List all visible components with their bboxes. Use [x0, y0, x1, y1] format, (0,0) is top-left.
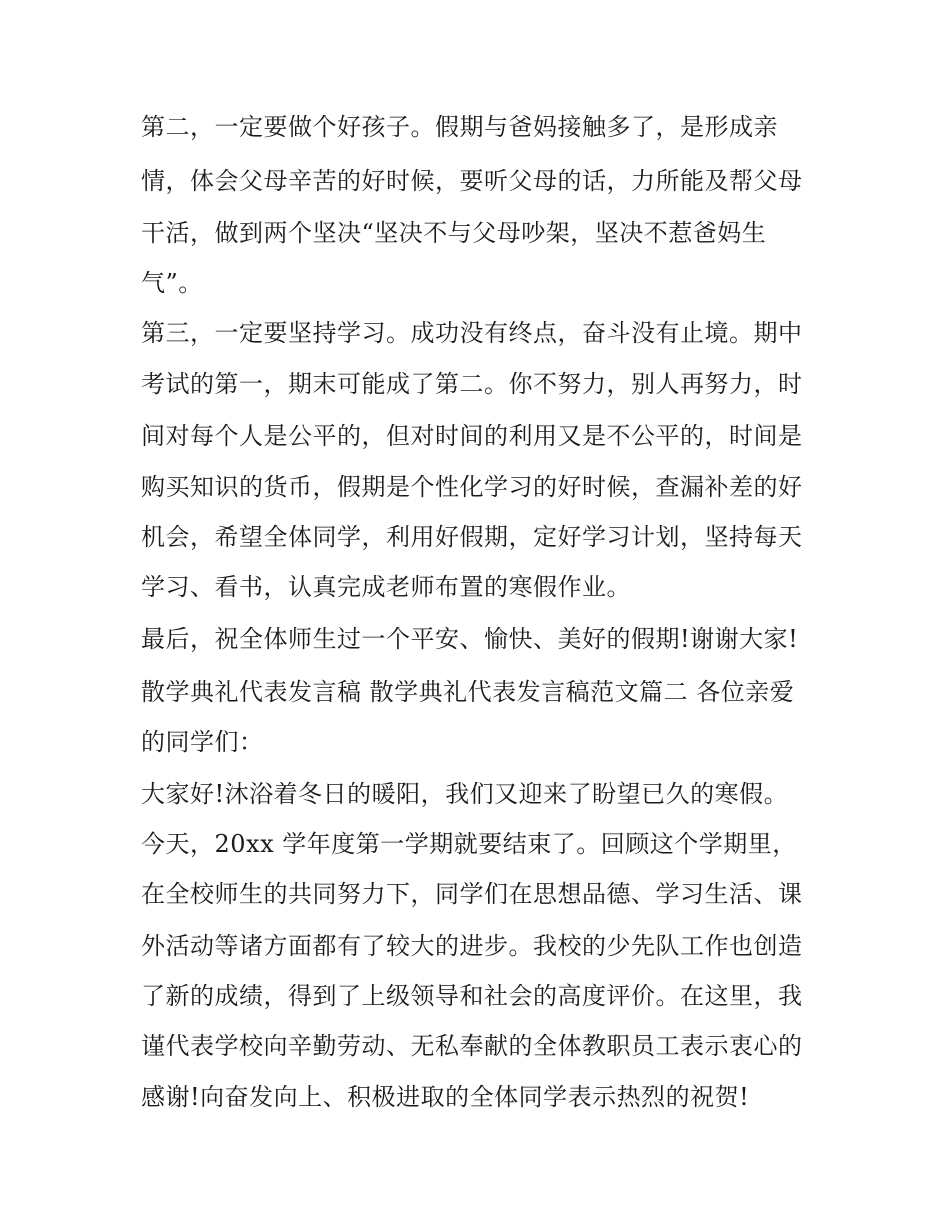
text-line: 散学典礼代表发言稿 散学典礼代表发言稿范文篇二 各位亲爱: [141, 678, 795, 706]
text-line: 情，体会父母辛苦的好时候，要听父母的话，力所能及帮父母: [141, 167, 803, 195]
text-line: 学习、看书，认真完成老师布置的寒假作业。: [141, 573, 631, 601]
text-line: 机会，希望全体同学，利用好假期，定好学习计划，坚持每天: [141, 523, 803, 551]
text-line: 第三，一定要坚持学习。成功没有终点，奋斗没有止境。期中: [141, 319, 803, 347]
text-line: 气”。: [141, 269, 203, 297]
text-line: 谨代表学校向辛勤劳动、无私奉献的全体教职员工表示衷心的: [141, 1032, 803, 1060]
text-line: 干活，做到两个坚决“坚决不与父母吵架，坚决不惹爸妈生: [141, 219, 767, 247]
text-line: 最后，祝全体师生过一个平安、愉快、美好的假期!谢谢大家!: [141, 625, 799, 653]
text-line: 第二，一定要做个好孩子。假期与爸妈接触多了，是形成亲: [141, 113, 778, 141]
text-line: 的同学们：: [141, 728, 264, 756]
text-line: 在全校师生的共同努力下，同学们在思想品德、学习生活、课: [141, 880, 803, 908]
text-line: 考试的第一，期末可能成了第二。你不努力，别人再努力，时: [141, 370, 803, 398]
text-line: 间对每个人是公平的，但对时间的利用又是不公平的，时间是: [141, 422, 803, 450]
text-line: 外活动等诸方面都有了较大的进步。我校的少先队工作也创造: [141, 932, 803, 960]
text-line: 购买知识的货币，假期是个性化学习的好时候，查漏补差的好: [141, 473, 803, 501]
text-line: 今天，20xx 学年度第一学期就要结束了。回顾这个学期里，: [141, 830, 797, 858]
text-line: 大家好!沐浴着冬日的暖阳，我们又迎来了盼望已久的寒假。: [141, 780, 789, 808]
text-line: 了新的成绩，得到了上级领导和社会的高度评价。在这里，我: [141, 982, 803, 1010]
text-line: 感谢!向奋发向上、积极进取的全体同学表示热烈的祝贺!: [141, 1083, 750, 1111]
